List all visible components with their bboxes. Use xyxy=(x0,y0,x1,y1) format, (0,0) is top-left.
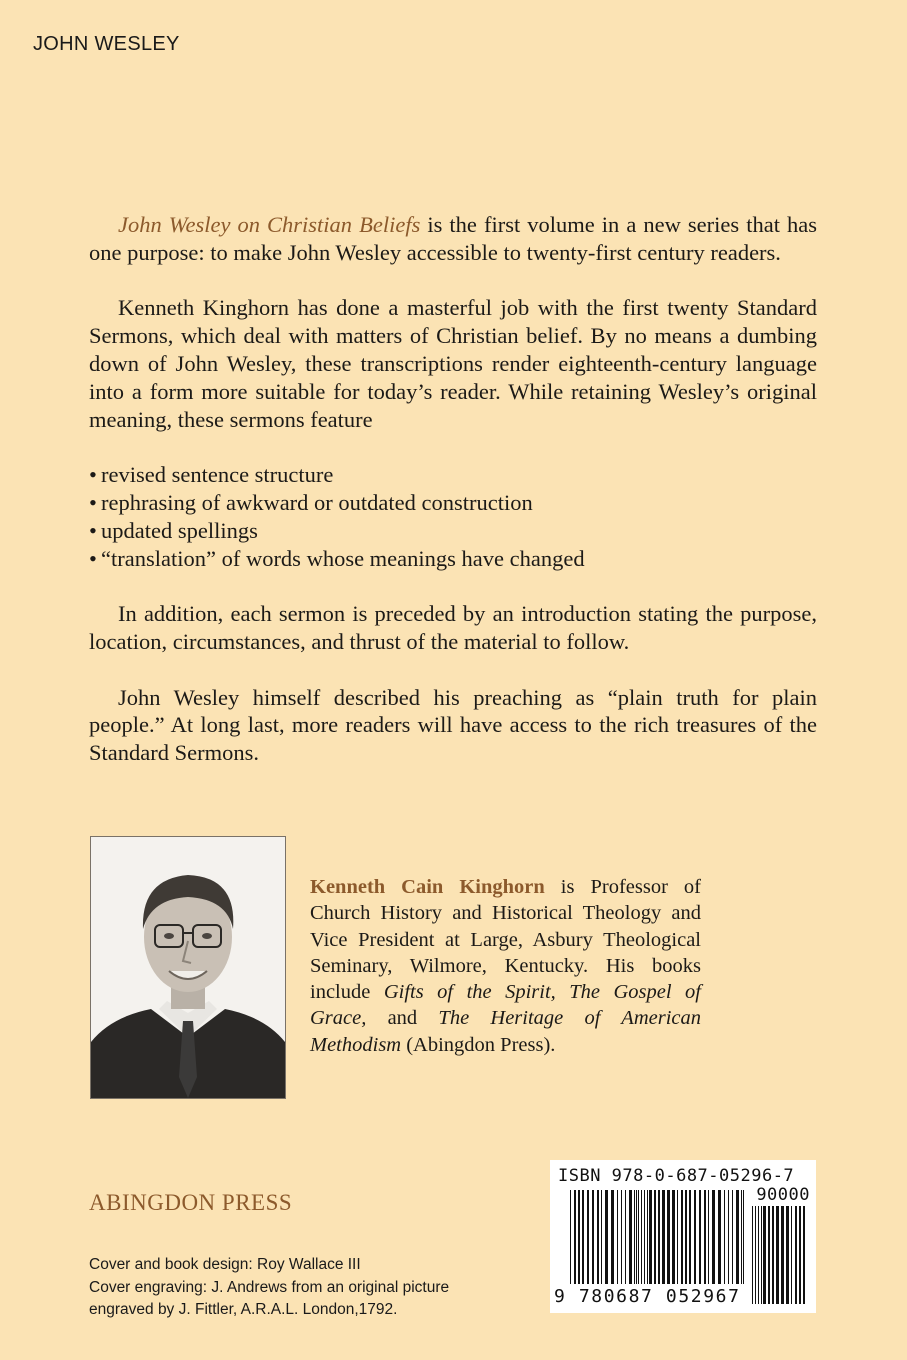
credits xyxy=(89,1254,509,1322)
price-code-label: 90000 xyxy=(756,1185,810,1205)
author-bio: Kenneth Cain Kinghorn is Professor of Church History and Historical Theology and Vice President at Large, Asbury Theological Seminary, Wilmore, Kentucky. His books include Gifts of the Spirit, The Gospel of Grace, and The Heritage of American Methodism (Abingdon Press). xyxy=(310,876,702,1056)
credit-line: Cover and book design: Roy Wallace III xyxy=(89,1256,361,1273)
author-photo xyxy=(90,836,286,1099)
book-titles: Gifts of the Spirit, The Gospel of Grace, xyxy=(310,981,702,1030)
bullet-icon: • xyxy=(89,545,97,571)
author-portrait-image xyxy=(91,837,285,1098)
series-title: JOHN WESLEY xyxy=(33,33,180,55)
description-block xyxy=(89,211,817,795)
book-title: John Wesley on Christian Beliefs xyxy=(118,212,421,237)
ean-label: 9 780687 052967 xyxy=(554,1286,741,1307)
bullet-icon: • xyxy=(89,462,97,488)
features-list xyxy=(89,461,817,572)
description-paragraph-2: Kenneth Kinghorn has done a masterful job with the first twenty Standard Sermons, which deal with matters of Christian belief. By no means a dumbing down of John Wesley, these transcriptions render eighteenth-century language into a form more suitable for today’s reader. While retaining Wesley’s original meaning, these sermons feature xyxy=(89,295,817,432)
list-item: • updated spellings xyxy=(89,517,258,543)
list-item: • rephrasing of awkward or outdated construction xyxy=(89,489,533,515)
description-paragraph-3: In addition, each sermon is preceded by an introduction stating the purpose, location, circumstances, and thrust of the material to follow. xyxy=(89,601,817,654)
credit-line: engraved by J. Fittler, A.R.A.L. London,1792. xyxy=(89,1301,398,1318)
list-item: • revised sentence structure xyxy=(89,462,334,488)
description-paragraph-4: John Wesley himself described his preaching as “plain truth for plain people.” At long last, more readers will have access to the rich treasures of the Standard Sermons. xyxy=(89,684,817,766)
isbn-label: ISBN 978-0-687-05296-7 xyxy=(558,1166,795,1186)
publisher-name: ABINGDON PRESS xyxy=(89,1190,293,1215)
credit-line: Cover engraving: J. Andrews from an original picture xyxy=(89,1278,450,1296)
barcode-panel xyxy=(550,1160,816,1313)
author-name: Kenneth Cain Kinghorn xyxy=(310,876,545,898)
list-item: • “translation” of words whose meanings have changed xyxy=(89,545,585,571)
bullet-icon: • xyxy=(89,517,97,543)
bullet-icon: • xyxy=(89,489,97,515)
description-paragraph-1: John Wesley on Christian Beliefs is the first volume in a new series that has one purpose: to make John Wesley accessible to twenty-first century readers. xyxy=(89,212,817,265)
book-title: The Heritage of American Methodism xyxy=(310,1007,701,1056)
